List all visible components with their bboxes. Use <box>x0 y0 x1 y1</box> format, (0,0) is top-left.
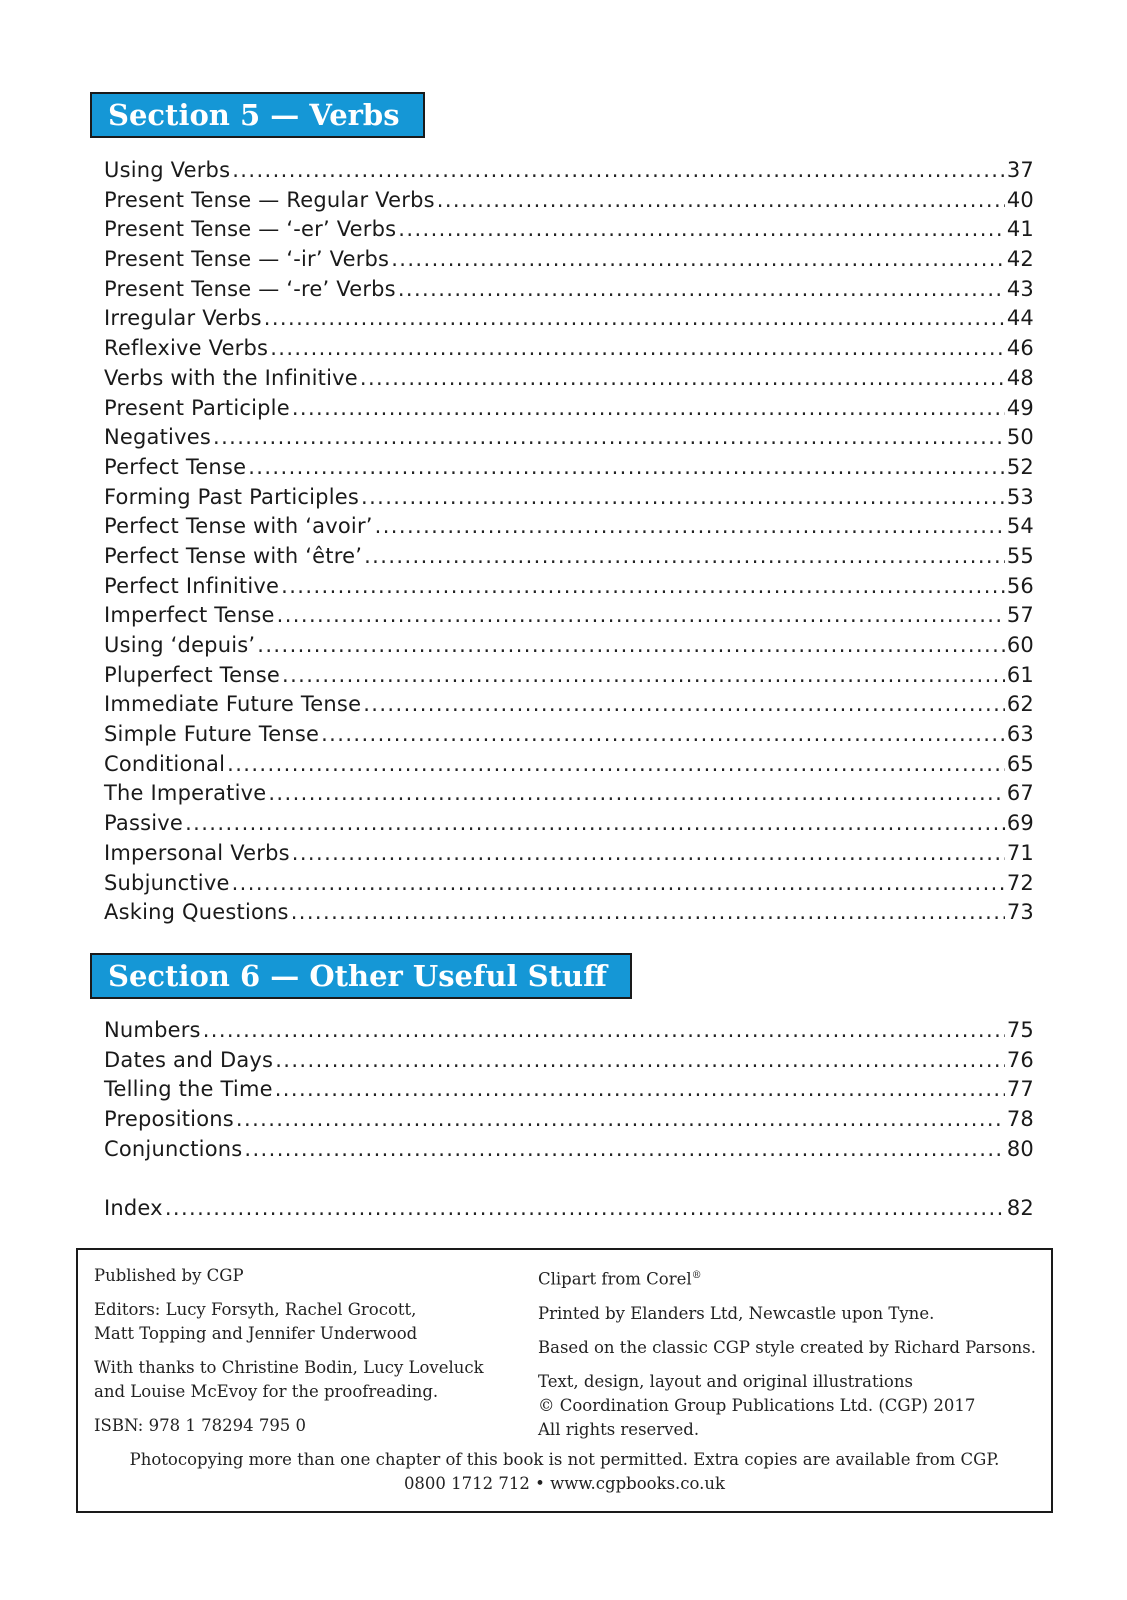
leader-dots <box>282 661 1005 691</box>
toc-entry-page: 54 <box>1006 514 1034 539</box>
toc-entry[interactable] <box>104 453 1034 483</box>
toc-entry-page: 80 <box>1006 1136 1034 1161</box>
toc-entry[interactable] <box>104 1135 1034 1165</box>
toc-entry-title: Index <box>104 1196 163 1220</box>
leader-dots <box>275 1075 1005 1105</box>
publishing-right-column <box>538 1264 1038 1452</box>
leader-dots <box>391 245 1005 275</box>
leader-dots <box>398 275 1005 305</box>
leader-dots <box>361 483 1005 513</box>
toc-entry[interactable] <box>104 631 1034 661</box>
toc-entry-title: Present Tense — ‘-re’ Verbs <box>104 276 396 301</box>
toc-entry-title: Subjunctive <box>104 870 230 895</box>
toc-entry-page: 50 <box>1006 425 1034 450</box>
toc-entry-page: 62 <box>1006 692 1034 717</box>
toc-entry-title: Forming Past Participles <box>104 484 359 509</box>
toc-entry-page: 57 <box>1006 603 1034 628</box>
toc-entry-page: 44 <box>1006 306 1034 331</box>
toc-entry-page: 48 <box>1006 365 1034 390</box>
toc-entry[interactable] <box>104 898 1034 928</box>
toc-entry-page: 40 <box>1006 187 1034 212</box>
leader-dots <box>165 1194 1005 1224</box>
toc-entry[interactable] <box>104 483 1034 513</box>
leader-dots <box>364 542 1005 572</box>
leader-dots <box>437 186 1005 216</box>
toc-entry-title: Asking Questions <box>104 900 289 925</box>
leader-dots <box>248 453 1005 483</box>
toc-entry-title: Impersonal Verbs <box>104 840 290 865</box>
section-6-toc <box>104 1016 1034 1164</box>
toc-entry[interactable] <box>104 334 1034 364</box>
toc-entry-page: 75 <box>1006 1018 1034 1042</box>
leader-dots <box>236 1105 1005 1135</box>
copyright-line-3: All rights reserved. <box>538 1419 700 1439</box>
toc-entry-page: 82 <box>1006 1196 1034 1220</box>
toc-entry[interactable] <box>104 512 1034 542</box>
toc-entry-title: Dates and Days <box>104 1047 274 1072</box>
toc-entry-page: 61 <box>1006 662 1034 687</box>
toc-entry-title: Using Verbs <box>104 158 231 182</box>
toc-entry-title: Conditional <box>104 751 226 776</box>
toc-entry-title: Simple Future Tense <box>104 722 320 747</box>
toc-entry-title: Conjunctions <box>104 1136 243 1161</box>
section-5-toc <box>104 156 1034 928</box>
toc-entry-title: The Imperative <box>104 781 267 806</box>
toc-entry-title: Numbers <box>104 1018 201 1042</box>
toc-entry[interactable] <box>104 542 1034 572</box>
toc-entry-title: Present Participle <box>104 395 290 420</box>
toc-entry-title: Negatives <box>104 425 211 450</box>
toc-entry-title: Present Tense — ‘-er’ Verbs <box>104 217 397 242</box>
leader-dots <box>363 690 1005 720</box>
leader-dots <box>232 156 1005 186</box>
toc-entry-title: Present Tense — Regular Verbs <box>104 187 435 212</box>
leader-dots <box>291 898 1005 928</box>
toc-entry-title: Imperfect Tense <box>104 603 275 628</box>
toc-entry[interactable] <box>104 720 1034 750</box>
publishing-left-column <box>94 1264 534 1448</box>
toc-entry[interactable] <box>104 1075 1034 1105</box>
toc-entry-page: 55 <box>1006 543 1034 568</box>
toc-entry-page: 78 <box>1006 1107 1034 1132</box>
leader-dots <box>270 334 1005 364</box>
clipart-credit: Clipart from Corel <box>538 1269 692 1289</box>
toc-entry-title: Irregular Verbs <box>104 306 262 331</box>
section-6-header <box>90 953 632 999</box>
toc-entry[interactable] <box>104 423 1034 453</box>
toc-entry[interactable] <box>104 779 1034 809</box>
toc-entry-page: 77 <box>1006 1077 1034 1102</box>
toc-entry[interactable] <box>104 601 1034 631</box>
toc-entry-page: 73 <box>1006 900 1034 925</box>
toc-entry-page: 76 <box>1006 1047 1034 1072</box>
leader-dots <box>203 1016 1005 1046</box>
thanks-line-1: With thanks to Christine Bodin, Lucy Loveluck <box>94 1358 484 1377</box>
toc-entry-page: 67 <box>1006 781 1034 806</box>
toc-entry[interactable] <box>104 186 1034 216</box>
toc-entry[interactable] <box>104 245 1034 275</box>
index-toc <box>104 1194 1034 1224</box>
toc-entry[interactable] <box>104 572 1034 602</box>
toc-entry-page: 63 <box>1006 722 1034 747</box>
toc-entry[interactable] <box>104 1105 1034 1135</box>
toc-entry[interactable] <box>104 364 1034 394</box>
toc-entry-title: Using ‘depuis’ <box>104 633 256 657</box>
toc-entry-title: Perfect Tense with ‘être’ <box>104 543 363 568</box>
toc-entry-title: Perfect Infinitive <box>104 573 280 598</box>
footer-line-1: Photocopying more than one chapter of this book is not permitted. Extra copies are available from CGP. <box>129 1450 1000 1469</box>
toc-entry-page: 65 <box>1006 751 1034 776</box>
section-5-title: Section 5 — Verbs <box>108 98 400 132</box>
toc-entry-title: Pluperfect Tense <box>104 662 281 687</box>
toc-entry-title: Passive <box>104 811 184 836</box>
copyright-line-2: © Coordination Group Publications Ltd. (CGP) 2017 <box>538 1395 976 1415</box>
leader-dots <box>281 572 1005 602</box>
publishing-footer <box>78 1448 1051 1496</box>
toc-entry-title: Perfect Tense with ‘avoir’ <box>104 514 373 539</box>
toc-entry[interactable] <box>104 809 1034 839</box>
leader-dots <box>360 364 1005 394</box>
toc-entry-page: 46 <box>1006 336 1034 361</box>
toc-entry-page: 37 <box>1006 158 1034 182</box>
based-on: Based on the classic CGP style created by Richard Parsons. <box>538 1337 1036 1357</box>
leader-dots <box>375 512 1005 542</box>
publishing-info-box <box>76 1248 1053 1513</box>
toc-entry[interactable] <box>104 690 1034 720</box>
leader-dots <box>292 394 1005 424</box>
toc-entry-page: 56 <box>1006 573 1034 598</box>
toc-entry-page: 72 <box>1006 870 1034 895</box>
registered-mark: ® <box>691 1270 702 1281</box>
toc-entry-title: Prepositions <box>104 1107 234 1132</box>
toc-entry[interactable] <box>104 275 1034 305</box>
toc-entry-page: 42 <box>1006 247 1034 272</box>
leader-dots <box>264 304 1005 334</box>
leader-dots <box>227 750 1005 780</box>
leader-dots <box>277 601 1005 631</box>
leader-dots <box>275 1046 1005 1076</box>
toc-entry[interactable] <box>104 304 1034 334</box>
editors-line-2: Matt Topping and Jennifer Underwood <box>94 1324 418 1343</box>
leader-dots <box>268 779 1005 809</box>
toc-entry[interactable] <box>104 394 1034 424</box>
copyright-line-1: Text, design, layout and original illustrations <box>538 1371 913 1391</box>
toc-entry[interactable] <box>104 750 1034 780</box>
toc-entry-page: 60 <box>1006 633 1034 657</box>
isbn: ISBN: 978 1 78294 795 0 <box>94 1416 307 1435</box>
leader-dots <box>244 1135 1004 1165</box>
leader-dots <box>292 839 1005 869</box>
toc-entry-page: 71 <box>1006 840 1034 865</box>
leader-dots <box>232 869 1005 899</box>
toc-entry-page: 43 <box>1006 276 1034 301</box>
toc-entry[interactable] <box>104 661 1034 691</box>
leader-dots <box>213 423 1005 453</box>
thanks-line-2: and Louise McEvoy for the proofreading. <box>94 1382 439 1401</box>
toc-entry[interactable] <box>104 869 1034 899</box>
toc-entry[interactable] <box>104 215 1034 245</box>
leader-dots <box>185 809 1005 839</box>
toc-entry-index[interactable] <box>104 1194 1034 1224</box>
toc-entry-title: Perfect Tense <box>104 454 247 479</box>
toc-entry-page: 52 <box>1006 454 1034 479</box>
section-6-title: Section 6 — Other Useful Stuff <box>108 959 607 993</box>
toc-entry-page: 69 <box>1006 811 1034 836</box>
toc-entry[interactable] <box>104 839 1034 869</box>
editors-line-1: Editors: Lucy Forsyth, Rachel Grocott, <box>94 1300 417 1319</box>
leader-dots <box>321 720 1005 750</box>
toc-entry-title: Reflexive Verbs <box>104 336 269 361</box>
published-by: Published by CGP <box>94 1266 244 1285</box>
toc-entry[interactable] <box>104 1046 1034 1076</box>
toc-entry-page: 41 <box>1006 217 1034 242</box>
toc-entry-title: Immediate Future Tense <box>104 692 362 717</box>
toc-entry[interactable] <box>104 156 1034 186</box>
toc-entry-page: 53 <box>1006 484 1034 509</box>
leader-dots <box>398 215 1005 245</box>
footer-line-2: 0800 1712 712 • www.cgpbooks.co.uk <box>403 1474 726 1493</box>
section-5-header <box>90 92 425 138</box>
toc-entry-title: Present Tense — ‘-ir’ Verbs <box>104 247 390 272</box>
printed-by: Printed by Elanders Ltd, Newcastle upon Tyne. <box>538 1303 935 1323</box>
toc-entry[interactable] <box>104 1016 1034 1046</box>
toc-entry-page: 49 <box>1006 395 1034 420</box>
leader-dots <box>257 631 1005 661</box>
toc-entry-title: Telling the Time <box>104 1077 273 1102</box>
toc-entry-title: Verbs with the Infinitive <box>104 365 358 390</box>
